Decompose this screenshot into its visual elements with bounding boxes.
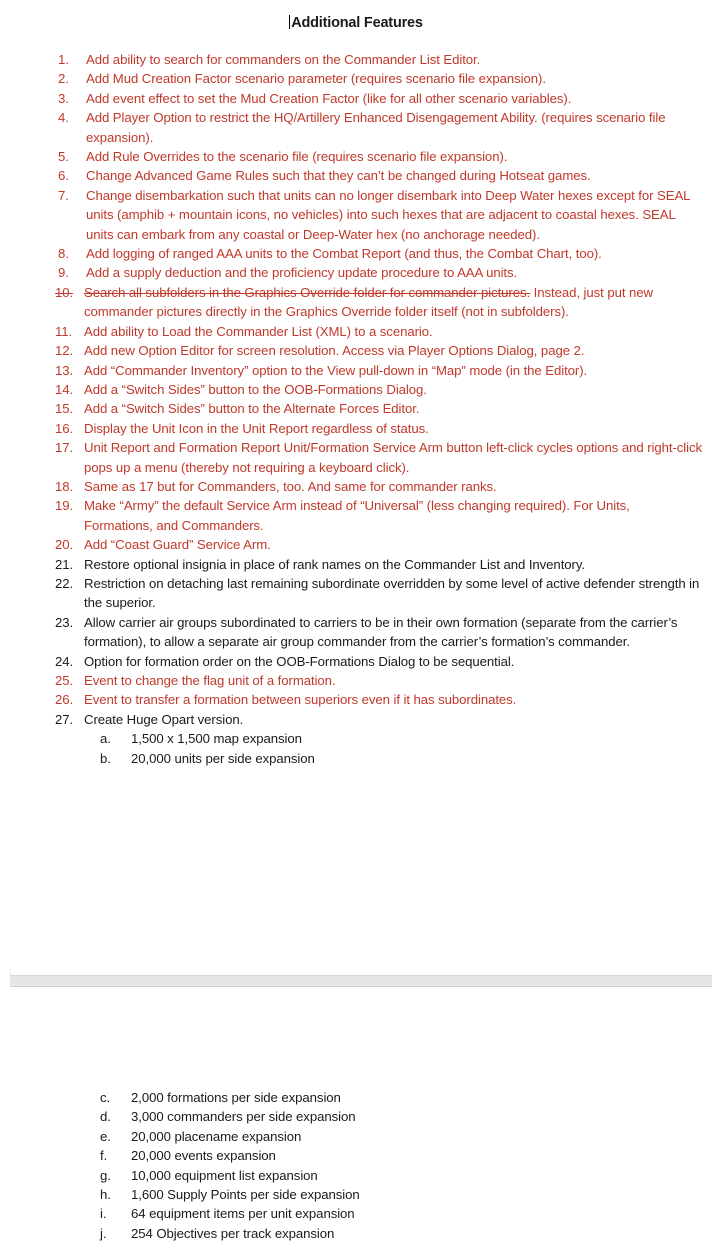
feature-item-text: Add Mud Creation Factor scenario parameter (requires scenario file expansion). <box>86 71 546 87</box>
feature-subitem <box>0 1185 712 1204</box>
feature-item <box>0 380 712 399</box>
feature-item <box>0 419 712 438</box>
feature-subitem-text: 254 Objectives per track expansion <box>131 1225 335 1241</box>
feature-item-number: 6. <box>58 168 69 184</box>
feature-item-text: Restore optional insignia in place of rank names on the Commander List and Inventory. <box>84 556 585 572</box>
feature-item-number: 14. <box>55 381 74 397</box>
feature-item-number: 8. <box>58 246 69 262</box>
feature-subitem <box>0 1166 712 1185</box>
feature-item <box>0 535 712 554</box>
feature-subitem-letter: g. <box>100 1167 111 1183</box>
feature-item <box>0 108 712 147</box>
feature-item-text: Display the Unit Icon in the Unit Report regardless of status. <box>84 420 429 436</box>
feature-subitem-letter: i. <box>100 1206 107 1222</box>
huge-opart-subitems-continued <box>0 1088 712 1243</box>
feature-item-number: 24. <box>55 653 74 669</box>
feature-item-number: 17. <box>55 440 74 456</box>
feature-item-text: Add Player Option to restrict the HQ/Artillery Enhanced Disengagement Ability. (requires scenario file expansion). <box>86 110 666 145</box>
feature-item-number: 23. <box>55 614 74 630</box>
page-title <box>289 14 423 32</box>
feature-subitem-text: 20,000 units per side expansion <box>131 750 315 766</box>
feature-item <box>0 438 712 477</box>
feature-subitem-text: 20,000 events expansion <box>131 1148 276 1164</box>
feature-item-number: 13. <box>55 362 74 378</box>
feature-item-text: Add ability to search for commanders on the Commander List Editor. <box>86 52 481 67</box>
feature-subitem-letter: c. <box>100 1090 111 1105</box>
feature-subitem-text: 1,500 x 1,500 map expansion <box>131 731 302 747</box>
feature-subitem-text: 64 equipment items per unit expansion <box>131 1206 355 1222</box>
feature-subitem <box>0 729 712 748</box>
feature-item-text: Unit Report and Formation Report Unit/Formation Service Arm button left-click cycles options and right-click pops up a menu (thereby not requiring a keyboard click). <box>84 440 703 475</box>
feature-item <box>0 613 712 652</box>
feature-subitem-text: 2,000 formations per side expansion <box>131 1090 341 1105</box>
feature-subitem <box>0 749 712 768</box>
feature-item-number: 3. <box>58 90 69 106</box>
feature-item-number: 5. <box>58 149 69 165</box>
feature-item-text: Option for formation order on the OOB-Formations Dialog to be sequential. <box>84 653 515 669</box>
feature-item <box>0 555 712 574</box>
feature-item-number: 21. <box>55 556 74 572</box>
additional-features-list <box>0 50 712 768</box>
feature-item-text: Event to change the flag unit of a formation. <box>84 673 336 688</box>
feature-item-number: 10. <box>55 284 74 300</box>
feature-item-number: 4. <box>58 110 69 126</box>
feature-item-text: Same as 17 but for Commanders, too. And same for commander ranks. <box>84 478 497 494</box>
feature-item-number: 11. <box>55 323 73 339</box>
feature-subitem-letter: j. <box>100 1225 107 1241</box>
feature-item-number: 27. <box>55 711 74 727</box>
feature-subitem-text: 20,000 placename expansion <box>131 1128 302 1144</box>
feature-subitem <box>0 1146 712 1165</box>
feature-item <box>0 263 712 282</box>
feature-item-text: Add a supply deduction and the proficiency update procedure to AAA units. <box>86 265 518 281</box>
feature-item-text: Make “Army” the default Service Arm instead of “Universal” (less changing required). For Units, Formations, and Commanders. <box>84 498 630 533</box>
feature-item <box>0 186 712 244</box>
feature-item <box>0 341 712 360</box>
feature-item <box>0 361 712 380</box>
feature-subitem-letter: e. <box>100 1128 111 1144</box>
feature-item-struck-text: Search all subfolders in the Graphics Override folder for commander pictures. <box>84 284 531 300</box>
feature-subitem-text: 10,000 equipment list expansion <box>131 1167 318 1183</box>
feature-item-text: Change disembarkation such that units can no longer disembark into Deep Water hexes except for SEAL units (amphib + mountain icons, no vehicles) into such hexes that are adjacent to coastal hexes. SEAL units can embark from any coastal or Deep-Water hex (no anchorage needed). <box>86 187 690 242</box>
feature-subitem-letter: h. <box>100 1187 111 1203</box>
feature-subitem <box>0 1107 712 1126</box>
page-break-separator <box>10 975 712 987</box>
feature-item-text: Add a “Switch Sides” button to the Alternate Forces Editor. <box>84 401 420 417</box>
feature-item-text: Add “Coast Guard” Service Arm. <box>84 537 271 553</box>
feature-item <box>0 652 712 671</box>
feature-item <box>0 50 712 69</box>
feature-item-text: Add logging of ranged AAA units to the Combat Report (and thus, the Combat Chart, too). <box>86 246 602 262</box>
feature-subitem-letter: f. <box>100 1148 108 1164</box>
feature-item <box>0 147 712 166</box>
feature-item-text: Restriction on detaching last remaining subordinate overridden by some level of active defender strength in the superior. <box>84 575 700 611</box>
page-title-text: Additional Features <box>291 15 423 31</box>
feature-subitem <box>0 1088 712 1107</box>
feature-item-number: 9. <box>58 265 69 281</box>
feature-item <box>0 166 712 185</box>
feature-item-text: Add new Option Editor for screen resolution. Access via Player Options Dialog, page 2. <box>84 343 585 359</box>
feature-item-text: Add event effect to set the Mud Creation Factor (like for all other scenario variables). <box>86 90 572 106</box>
feature-item <box>0 399 712 418</box>
feature-subitem-letter: b. <box>100 750 111 766</box>
feature-item-number: 25. <box>55 673 74 688</box>
feature-item-text: Instead, just put new commander pictures directly in the Graphics Override folder itself (not in subfolders). <box>84 284 653 320</box>
feature-item-text: Allow carrier air groups subordinated to carriers to be in their own formation (separate from the carrier’s formation), to allow a separate air group commander from the carrier’s formation’s commander. <box>84 614 678 650</box>
feature-subitem-letter: a. <box>100 731 111 747</box>
feature-item <box>0 477 712 496</box>
feature-item-number: 22. <box>55 575 74 591</box>
feature-subitem-text: 3,000 commanders per side expansion <box>131 1109 356 1125</box>
feature-item-number: 15. <box>55 401 74 417</box>
feature-item-number: 20. <box>55 537 74 553</box>
feature-item-number: 1. <box>58 52 69 67</box>
feature-item-text: Create Huge Opart version. <box>84 711 244 727</box>
feature-item <box>0 496 712 535</box>
feature-item-number: 2. <box>58 71 69 87</box>
feature-item-number: 12. <box>55 343 74 359</box>
feature-item-text: Add “Commander Inventory” option to the View pull-down in “Map” mode (in the Editor). <box>84 362 588 378</box>
feature-subitem <box>0 1127 712 1146</box>
feature-item-text: Add Rule Overrides to the scenario file (requires scenario file expansion). <box>86 149 508 165</box>
feature-item-number: 18. <box>55 478 74 494</box>
page-title-container <box>0 14 712 32</box>
feature-subitem-text: 1,600 Supply Points per side expansion <box>131 1187 360 1203</box>
feature-subitem-letter: d. <box>100 1109 111 1125</box>
feature-item <box>0 322 712 341</box>
feature-item <box>0 244 712 263</box>
feature-item-text: Event to transfer a formation between superiors even if it has subordinates. <box>84 692 517 708</box>
feature-item <box>0 574 712 613</box>
feature-item <box>0 89 712 108</box>
feature-item-number: 19. <box>55 498 74 514</box>
feature-subitem <box>0 1204 712 1223</box>
feature-subitem <box>0 1224 712 1243</box>
feature-item <box>0 690 712 709</box>
feature-item-number: 7. <box>58 187 69 203</box>
feature-item <box>0 283 712 322</box>
feature-item <box>0 671 712 690</box>
feature-item <box>0 710 712 729</box>
feature-item <box>0 69 712 88</box>
feature-item-number: 16. <box>55 420 74 436</box>
feature-item-text: Add ability to Load the Commander List (XML) to a scenario. <box>84 323 433 339</box>
feature-item-text: Add a “Switch Sides” button to the OOB-Formations Dialog. <box>84 381 427 397</box>
feature-item-text: Change Advanced Game Rules such that they can’t be changed during Hotseat games. <box>86 168 591 184</box>
feature-item-number: 26. <box>55 692 74 708</box>
